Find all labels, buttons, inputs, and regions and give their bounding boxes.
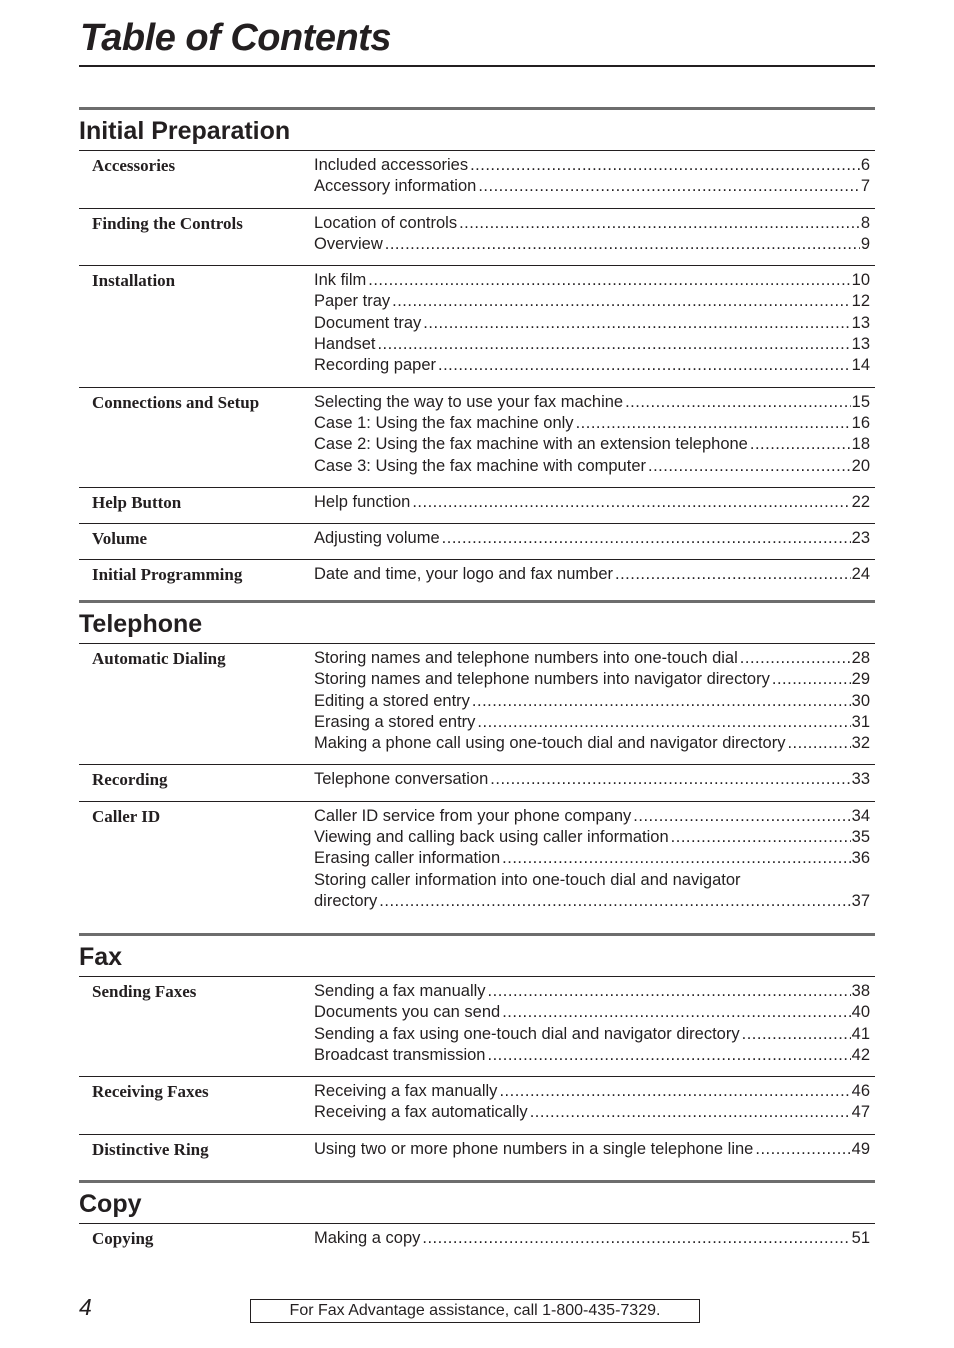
toc-entry[interactable] [314,334,870,355]
group-heading: Recording [92,770,168,790]
toc-entry-title: Recording paper [314,356,436,375]
toc-entry-page: 20 [851,456,870,475]
dot-leader [499,1081,850,1102]
toc-entries [314,1081,870,1124]
section-initial-preparation [79,107,875,596]
toc-entries [314,769,870,790]
section-fax [79,933,875,1170]
toc-entries [314,981,870,1066]
toc-group [79,265,875,386]
toc-entry[interactable] [314,234,870,255]
toc-entry-page: 51 [851,1229,870,1247]
group-heading: Automatic Dialing [92,649,226,668]
dot-leader [412,492,850,513]
toc-entry-page: 42 [851,1045,870,1064]
section-title: Telephone [79,610,203,638]
section-telephone [79,600,875,922]
toc-entry-page: 10 [851,271,870,290]
dot-leader [472,691,851,712]
toc-entry[interactable] [314,769,870,790]
dot-leader [488,1045,851,1066]
dot-leader [459,213,860,234]
toc-entries [314,1228,870,1249]
toc-entry-page: 16 [851,413,870,432]
toc-entry-page: 14 [851,356,870,375]
toc-entry[interactable] [314,528,870,549]
toc-entry[interactable] [314,313,870,334]
group-heading: Volume [92,529,148,549]
dot-leader [740,648,851,669]
toc-entry-title: Case 2: Using the fax machine with an extension telephone [314,435,748,454]
toc-entry-title: Caller ID service from your phone company [314,806,632,825]
toc-entry-title: Paper tray [314,292,391,311]
toc-entry-first-line[interactable]: Storing caller information into one-touch dial and navigator [314,870,741,889]
toc-entry-page: 13 [851,335,870,354]
dot-leader [385,234,860,255]
toc-group [79,487,875,523]
toc-entry-page: 37 [851,891,870,910]
toc-entry-title: Telephone conversation [314,770,489,789]
toc-entry-title: Receiving a fax automatically [314,1103,528,1122]
toc-entries [314,806,870,912]
dot-leader [750,434,851,455]
toc-group [79,1134,875,1170]
toc-entry[interactable] [314,712,870,733]
toc-entry-page: 18 [851,435,870,454]
toc-entry-page: 46 [851,1082,870,1101]
dot-leader [530,1102,851,1123]
footer-note: For Fax Advantage assistance, call 1-800-435-7329. [250,1299,700,1323]
toc-entry[interactable] [314,981,870,1002]
dot-leader [772,669,851,690]
toc-entry-page: 22 [851,492,870,511]
dot-leader [423,313,850,334]
toc-entry[interactable] [314,492,870,513]
toc-entry-page: 33 [851,770,870,789]
dot-leader [576,413,851,434]
dot-leader [477,712,850,733]
page-title: Table of Contents [80,17,391,59]
dot-leader [478,176,860,197]
toc-entry-title: Erasing caller information [314,849,501,868]
toc-entry[interactable] [314,291,870,312]
toc-entry-title: Documents you can send [314,1003,501,1022]
toc-entry-title: directory [314,891,378,910]
toc-entry[interactable] [314,392,870,413]
toc-entry-title: Receiving a fax manually [314,1082,498,1101]
toc-entry-page: 29 [851,670,870,689]
dot-leader [755,1139,850,1160]
toc-entry-title: Help function [314,492,411,511]
toc-entry-title: Case 1: Using the fax machine only [314,413,574,432]
dot-leader [633,806,850,827]
toc-entry-page: 8 [860,213,870,232]
toc-entry[interactable] [314,155,870,176]
group-heading: Installation [92,271,176,291]
toc-entry[interactable] [314,1045,870,1066]
group-heading: Sending Faxes [92,982,197,1001]
dot-leader [377,334,850,355]
dot-leader [442,528,851,549]
toc-entry[interactable] [314,213,870,234]
toc-entry-title: Adjusting volume [314,529,440,548]
toc-entry-title: Viewing and calling back using caller information [314,828,669,847]
toc-entries [314,392,870,477]
toc-entry-page: 7 [860,177,870,196]
toc-entry[interactable] [314,669,870,690]
group-heading: Receiving Faxes [92,1082,209,1102]
dot-leader [438,355,851,376]
group-heading: Caller ID [92,806,161,826]
section-title: Fax [79,943,123,971]
toc-group [79,1076,875,1134]
toc-entry[interactable] [314,176,870,197]
toc-entry-title: Included accessories [314,156,469,174]
toc-entry-title: Accessory information [314,177,477,196]
toc-entry-title: Making a phone call using one-touch dial and navigator directory [314,734,786,753]
toc-entry-page: 47 [851,1103,870,1122]
toc-entry-title: Broadcast transmission [314,1045,486,1064]
dot-leader [379,891,850,912]
toc-entry[interactable] [314,355,870,376]
toc-entry-title: Selecting the way to use your fax machine [314,392,624,411]
toc-entry-page: 41 [851,1024,870,1043]
toc-entry-page: 15 [851,392,870,411]
toc-entry[interactable] [314,691,870,712]
section-title: Copy [79,1190,142,1218]
dot-leader [422,1228,850,1249]
toc-entry[interactable] [314,827,870,848]
toc-entry-page: 23 [851,529,870,548]
dot-leader [502,848,850,869]
toc-entry-page: 36 [851,849,870,868]
toc-group [79,208,875,266]
dot-leader [625,392,851,413]
toc-group [79,976,875,1076]
toc-group [79,1223,875,1259]
section-title: Initial Preparation [79,117,291,145]
toc-entry[interactable] [314,848,870,869]
toc-entry-page: 30 [851,691,870,710]
toc-entry-page: 28 [851,649,870,667]
toc-entry[interactable] [314,270,870,291]
toc-group [79,801,875,922]
toc-entry[interactable] [314,456,870,477]
toc-entry[interactable] [314,1024,870,1045]
toc-group [79,643,875,764]
toc-entry[interactable] [314,648,870,669]
toc-entry[interactable] [314,806,870,827]
toc-entries [314,1139,870,1160]
toc-entry-page: 31 [851,712,870,731]
dot-leader [392,291,851,312]
toc-entry-title: Editing a stored entry [314,691,470,710]
toc-entry-title: Sending a fax manually [314,982,486,1000]
toc-group [79,150,875,208]
title-rule [79,65,875,67]
toc-entry[interactable] [314,733,870,754]
toc-entry-title: Ink film [314,271,367,290]
toc-entry[interactable] [314,413,870,434]
toc-entry-title: Storing names and telephone numbers into navigator directory [314,670,770,689]
toc-entries [314,648,870,754]
toc-group [79,764,875,800]
toc-entry-page: 12 [851,292,870,311]
toc-entry-page: 49 [851,1139,870,1158]
toc-entry-title: Making a copy [314,1229,421,1247]
section-copy [79,1180,875,1259]
toc-entry-title: Sending a fax using one-touch dial and navigator directory [314,1024,740,1043]
toc-entry-title: Handset [314,335,376,354]
toc-entry[interactable] [314,891,870,912]
dot-leader [502,1002,850,1023]
toc-entry-page: 9 [860,234,870,253]
toc-entry-title: Case 3: Using the fax machine with computer [314,456,646,475]
toc-entry-title: Storing names and telephone numbers into one-touch dial [314,649,738,667]
dot-leader [615,564,851,585]
toc-group [79,387,875,487]
toc-group [79,559,875,595]
group-heading: Distinctive Ring [92,1139,209,1159]
toc-entry-page: 32 [851,734,870,753]
dot-leader [368,270,850,291]
toc-entry-title: Using two or more phone numbers in a single telephone line [314,1139,754,1158]
toc-entry[interactable] [314,1002,870,1023]
toc-entry[interactable] [314,1139,870,1160]
dot-leader [488,981,851,1002]
toc-entry[interactable] [314,1081,870,1102]
toc-group [79,523,875,559]
toc-entry-title: Document tray [314,313,422,332]
group-heading: Help Button [92,492,182,512]
toc-entry-page: 35 [851,828,870,847]
toc-entries [314,492,870,513]
toc-entry-title: Erasing a stored entry [314,712,476,731]
toc-entry-page: 38 [851,982,870,1000]
toc-entry-title: Overview [314,234,383,253]
toc-entry-page: 34 [851,806,870,825]
page-number: 4 [79,1294,92,1320]
toc-entry-page: 13 [851,313,870,332]
toc-entry-page: 40 [851,1003,870,1022]
toc-entries [314,270,870,376]
group-heading: Connections and Setup [92,392,260,412]
toc-entry-page: 24 [851,565,870,584]
toc-entry[interactable] [314,564,870,585]
toc-entry[interactable] [314,434,870,455]
toc-entry[interactable] [314,1102,870,1123]
toc-entry-title: Location of controls [314,213,458,232]
dot-leader [648,456,851,477]
group-heading: Copying [92,1229,154,1248]
dot-leader [671,827,851,848]
dot-leader [490,769,850,790]
toc-entry[interactable] [314,1228,870,1249]
toc-entries [314,528,870,549]
dot-leader [787,733,850,754]
group-heading: Initial Programming [92,565,243,585]
group-heading: Accessories [92,156,176,175]
group-heading: Finding the Controls [92,213,243,233]
toc-entries [314,564,870,585]
toc-entries [314,155,870,198]
toc-entry-title: Date and time, your logo and fax number [314,565,614,584]
dot-leader [742,1024,851,1045]
toc-entries [314,213,870,256]
toc-entry-page: 6 [860,156,870,174]
dot-leader [470,155,860,176]
